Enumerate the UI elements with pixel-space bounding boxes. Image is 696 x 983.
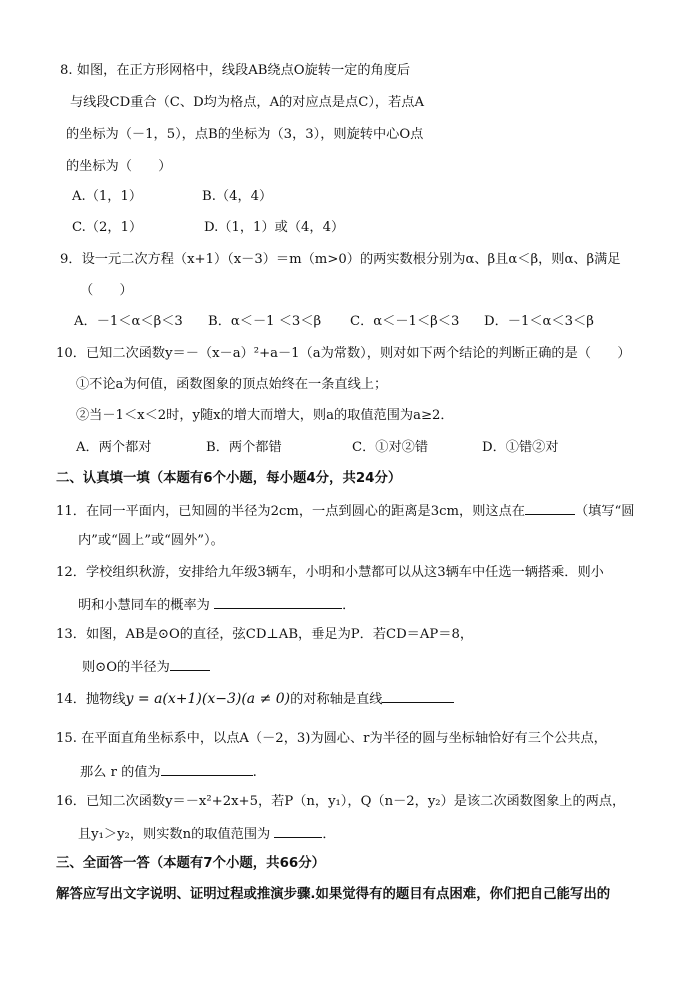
q14-line1	[56, 689, 454, 709]
q8-line4: 的坐标为（ ）	[66, 159, 172, 174]
q8-line2: 与线段CD重合（C、D均为格点，A的对应点是点C），若点A	[70, 95, 424, 110]
q9-option-c: C．α＜－1＜β＜3	[350, 314, 460, 329]
q8-option-b: B.（4，4）	[202, 189, 273, 204]
section-3-heading: 三、全面答一答（本题有7个小题，共66分）	[56, 856, 325, 871]
q14-text-a: 14．抛物线	[56, 692, 126, 707]
section-2-heading: 二、认真填一填（本题有6个小题，每小题4分，共24分）	[56, 471, 402, 486]
q15-line2: 那么 r 的值为 .	[80, 762, 257, 782]
q16-text-b: ．	[322, 827, 336, 842]
q11-text-a: 11．在同一平面内，已知圆的半径为2cm，一点到圆心的距离是3cm，则这点在	[56, 504, 525, 519]
section-3-instructions: 解答应写出文字说明、证明过程或推演步骤.如果觉得有的题目有点困难，你们把自己能写出的	[56, 887, 611, 902]
q8-option-c: C.（2，1）	[72, 220, 143, 235]
q10-statement-2: ②当－1＜x＜2时，y随x的增大而增大，则a的取值范围为a≥2．	[76, 408, 454, 423]
q13-line1: 13．如图，AB是⊙O的直径，弦CD⊥AB，垂足为P．若CD＝AP＝8，	[56, 627, 474, 642]
q10-option-c: C．①对②错	[352, 440, 429, 455]
q14-answer-blank[interactable]	[382, 689, 454, 703]
q11-text-b: （填写“圆	[574, 504, 635, 519]
q16-line2	[78, 824, 336, 844]
q11-line1	[56, 501, 634, 521]
q10-option-a: A．两个都对	[76, 440, 152, 455]
q16-line1: 16．已知二次函数y＝－x²+2x+5，若P（n，y₁），Q（n－2，y₂）是该二次函数图象上的两点，	[56, 794, 626, 809]
q12-text-b: ．	[342, 598, 356, 613]
q14-formula: y = a(x+1)(x−3)(a ≠ 0)	[125, 691, 291, 707]
q15-answer-blank[interactable]	[161, 762, 253, 776]
q8-line1: 8. 如图，在正方形网格中，线段AB绕点O旋转一定的角度后	[60, 63, 411, 78]
q12-answer-blank[interactable]	[214, 595, 342, 609]
q13-answer-blank[interactable]	[170, 657, 210, 671]
q8-option-d: D.（1，1）或（4，4）	[204, 220, 345, 235]
q8-line3: 的坐标为（－1，5），点B的坐标为（3，3），则旋转中心O点	[66, 127, 424, 142]
q16-answer-blank[interactable]	[274, 824, 322, 838]
q15-line1: 15. 在平面直角坐标系中，以点A（－2，3)为圆心、r为半径的圆与坐标轴恰好有三个公共点，	[56, 731, 607, 746]
q9-line2: （ ）	[80, 283, 133, 298]
q15-text: 那么 r 的值为	[80, 765, 161, 780]
q10-option-d: D．①错②对	[482, 440, 559, 455]
q10-statement-1: ①不论a为何值，函数图象的顶点始终在一条直线上；	[76, 377, 388, 392]
q12-text-a: 明和小慧同车的概率为	[78, 598, 210, 613]
q12-line2	[78, 595, 355, 615]
q9-option-d: D．－1＜α＜3＜β	[484, 314, 594, 329]
q12-line1: 12．学校组织秋游，安排给九年级3辆车，小明和小慧都可以从这3辆车中任选一辆搭乘．则小	[56, 565, 604, 580]
q13-line2	[82, 657, 210, 677]
q9-line1: 9．设一元二次方程（x+1）（x－3）＝m（m>0）的两实数根分别为α、β且α＜β，则α、β满足	[60, 252, 621, 267]
q16-text-a: 且y₁＞y₂，则实数n的取值范围为	[78, 827, 271, 842]
q11-answer-blank[interactable]	[525, 501, 575, 515]
q9-option-b: B．α＜－1 ＜3＜β	[208, 314, 322, 329]
q10-option-b: B．两个都错	[206, 440, 282, 455]
q10-line1: 10．已知二次函数y＝－（x－a）²+a－1（a为常数），则对如下两个结论的判断正确的是（ ）	[56, 346, 631, 361]
q11-line2: 内”或“圆上”或“圆外”）。	[78, 533, 224, 548]
q8-option-a: A.（1，1）	[72, 189, 143, 204]
q9-option-a: A．－1＜α＜β＜3	[74, 314, 183, 329]
q13-text: 则⊙O的半径为	[82, 660, 170, 675]
q14-text-b: 的对称轴是直线	[290, 692, 383, 707]
